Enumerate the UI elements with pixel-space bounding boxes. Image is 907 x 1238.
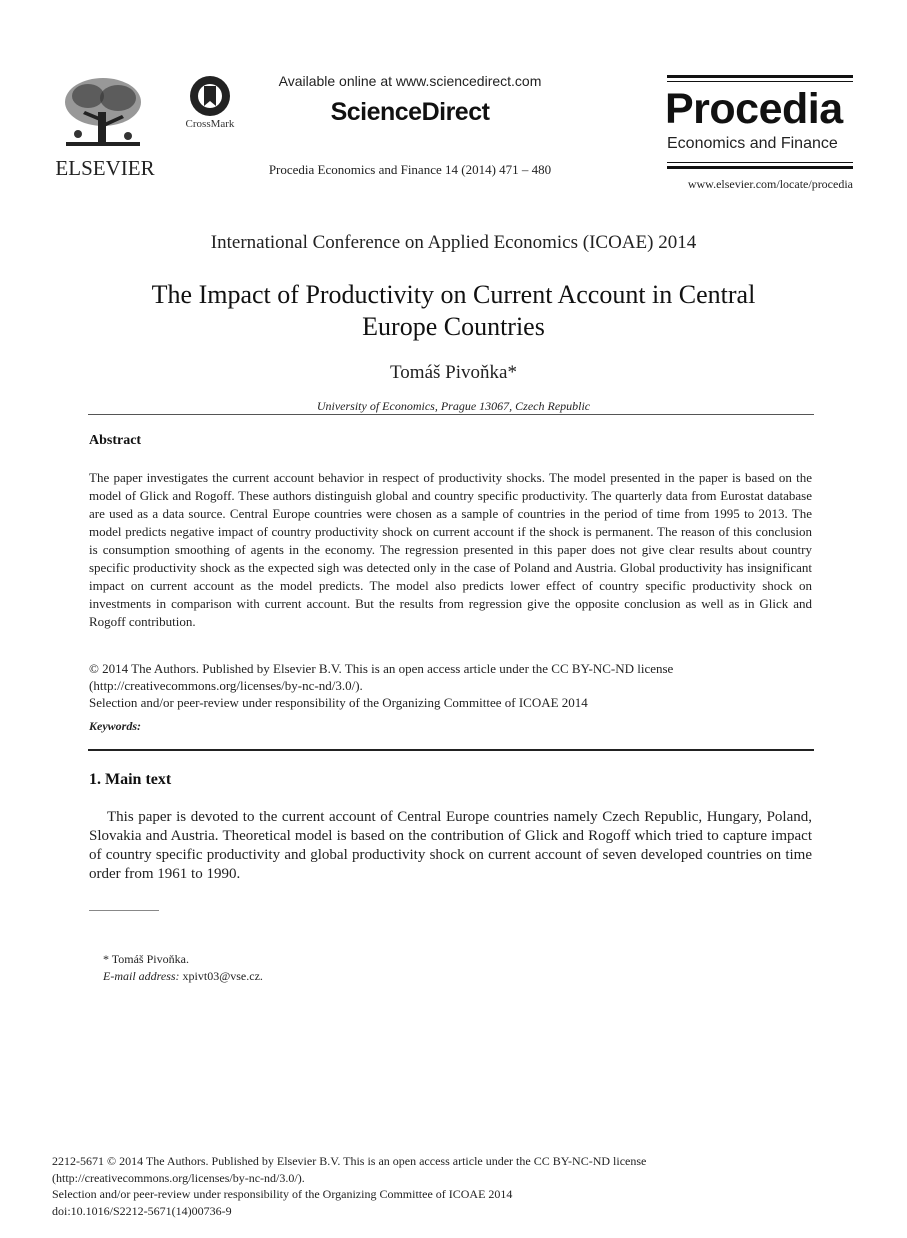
license-url-link[interactable]: (http://creativecommons.org/licenses/by-nc-nd/3.0/).: [89, 678, 363, 693]
page-footer: [52, 1153, 812, 1219]
author-name: Tomáš Pivoňka*: [390, 362, 517, 383]
footnote-author: * Tomáš Pivoňka.: [103, 952, 189, 966]
journal-citation: Procedia Economics and Finance 14 (2014) 471 – 480: [268, 162, 552, 177]
footnote: [103, 951, 263, 985]
peer-review-line: Selection and/or peer-review under responsibility of the Organizing Committee of ICOAE 2014: [89, 695, 588, 710]
elsevier-logo: [55, 74, 155, 179]
license-line: © 2014 The Authors. Published by Elsevier B.V. This is an open access article under the CC BY-NC-ND license: [89, 661, 674, 676]
crossmark-icon: [188, 74, 232, 118]
abstract-divider: [88, 749, 814, 751]
procedia-rule-bottom-thin: [667, 162, 853, 163]
footnote-email-line: [103, 968, 263, 985]
paper-title-line-1: The Impact of Productivity on Current Account in Central: [151, 280, 756, 309]
email-label: E-mail address:: [103, 969, 180, 983]
abstract-text: The paper investigates the current account behavior in respect of productivity shocks. The model presented in the paper is based on the model of Glick and Rogoff. These authors distinguish global and country specific productivity. The quarterly data from Eurostat database are used as a data source. Central Europe countries were chosen as a sample of countries in the period of time from 1995 to 2013. The model predicts negative impact of country productivity shock on current account if the shock is permanent. The reason of this conclusion is consumption smoothing of agents in the economy. The regression presented in this paper does not give clear results about country specific productivity shock as the expected sigh was detected only in the case of Poland and Austria. Global productivity has insignificant impact on current account as the model predicts. The model also predicts lower effect of country specific productivity shock on investments in comparison with current account. But the results from regression give the opposite conclusion as well as in Glick and Rogoff contribution.: [89, 470, 812, 629]
journal-url-link[interactable]: www.elsevier.com/locate/procedia: [687, 177, 853, 191]
license-block: [89, 660, 812, 711]
footer-peer-review: Selection and/or peer-review under responsibility of the Organizing Committee of ICOAE 2014: [52, 1187, 513, 1201]
footer-doi[interactable]: doi:10.1016/S2212-5671(14)00736-9: [52, 1203, 232, 1218]
elsevier-wordmark: ELSEVIER: [55, 156, 155, 180]
keywords-label: Keywords:: [89, 719, 141, 733]
abstract-heading: Abstract: [89, 433, 142, 448]
procedia-subtitle: Economics and Finance: [667, 135, 838, 152]
crossmark-logo[interactable]: [180, 74, 240, 134]
conference-name: International Conference on Applied Economics (ICOAE) 2014: [210, 232, 697, 253]
author-affiliation: University of Economics, Prague 13067, Czech Republic: [316, 399, 591, 413]
procedia-rule-bottom: [667, 166, 853, 169]
crossmark-label: CrossMark: [185, 118, 235, 130]
sciencedirect-logo[interactable]: ScienceDirect: [330, 98, 490, 126]
footer-license-url-link[interactable]: (http://creativecommons.org/licenses/by-nc-nd/3.0/).: [52, 1170, 305, 1185]
footer-issn-license: 2212-5671 © 2014 The Authors. Published by Elsevier B.V. This is an open access article under the CC BY-NC-ND license: [52, 1154, 647, 1168]
procedia-logo: Procedia: [665, 85, 843, 133]
paper-title-line-2: Europe Countries: [362, 312, 545, 341]
footnote-divider: [89, 910, 159, 911]
email-address-link[interactable]: xpivt03@vse.cz.: [182, 969, 263, 983]
elsevier-tree-icon: [58, 74, 148, 154]
paper-title: [100, 279, 807, 343]
procedia-rule-top-thin: [667, 81, 853, 82]
procedia-rule-top: [667, 75, 853, 78]
section-heading: 1. Main text: [89, 771, 172, 788]
main-paragraph: This paper is devoted to the current account of Central Europe countries namely Czech Republic, Hungary, Poland, Slovakia and Austria. Theoretical model is based on the contribution of Glick and Rogoff which tried to capture impact of country specific productivity and global productivity shock on current account of seven developed countries on time order from 1961 to 1990.: [89, 809, 812, 882]
header-divider: [88, 414, 814, 415]
available-online-text: Available online at www.sciencedirect.com: [278, 73, 542, 89]
